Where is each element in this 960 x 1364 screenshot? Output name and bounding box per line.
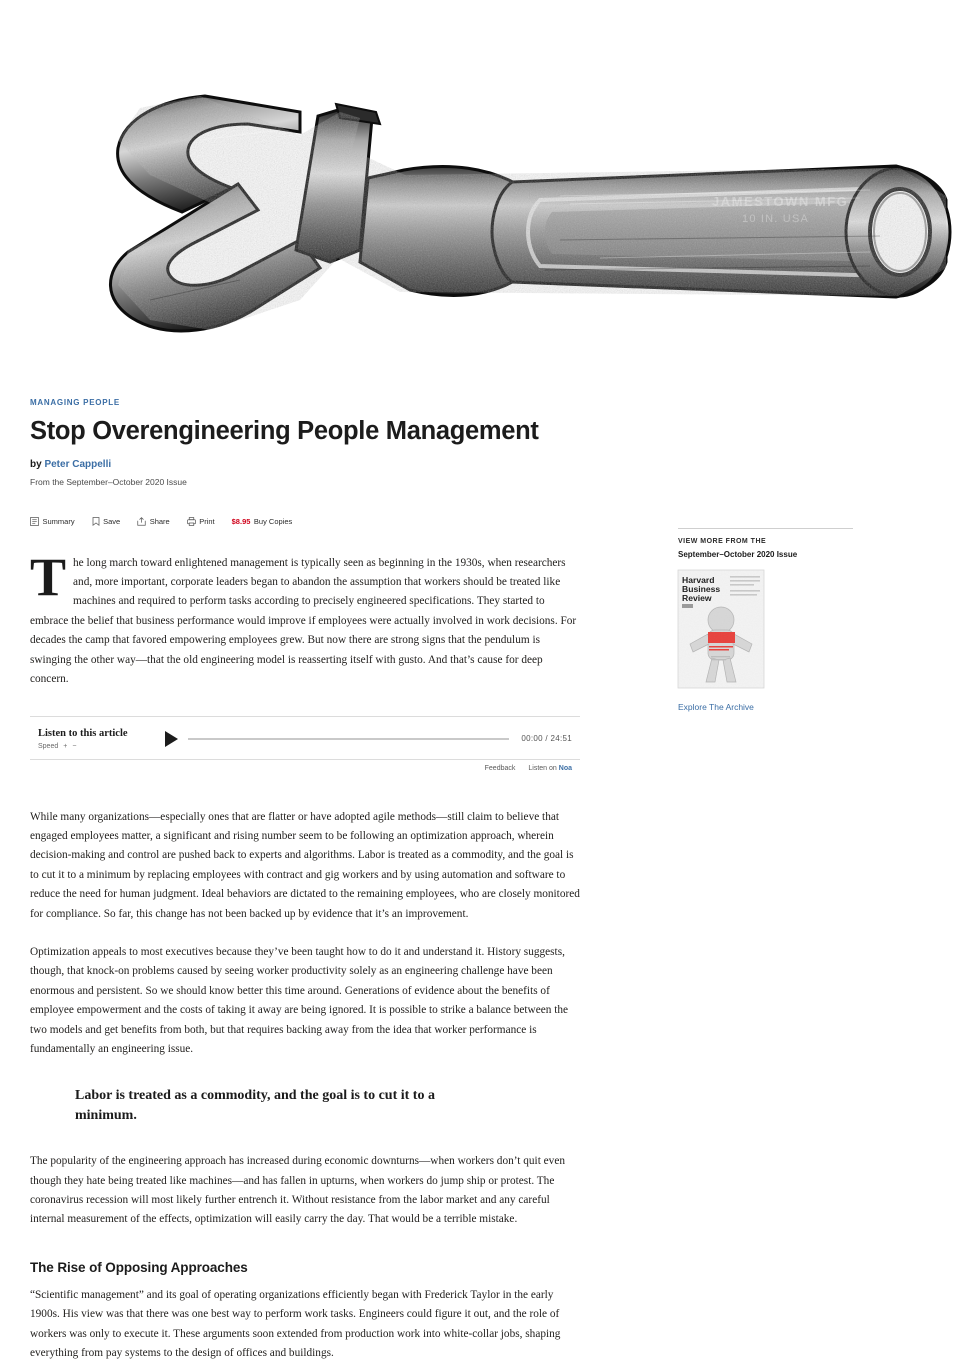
lead-paragraph-block <box>30 546 580 690</box>
share-icon <box>137 517 146 526</box>
print-button[interactable] <box>187 517 215 526</box>
speed-increase-button[interactable]: + <box>63 742 68 750</box>
play-button[interactable] <box>165 731 178 747</box>
paragraph-3: Optimization appeals to most executives because they’ve been taught how to do it and understand it. History suggests, though, that knock-on problems caused by seeing worker productivity solely as an engineering challenge have been enormous and persistent. So we should know better this time around. Generations of evidence about the benefits of employee empowerment and the costs of taking it away are being ignored. It is possible to strike a balance between the two models and get benefits from both, but that requires backing away from the idea that worker performance is fundamentally an engineering issue. <box>30 946 568 1056</box>
audio-player-footer <box>30 765 580 772</box>
byline-prefix: by <box>30 458 42 470</box>
save-button[interactable] <box>92 517 121 526</box>
page-title: Stop Overengineering People Management <box>30 417 539 445</box>
issue-line: From the September–October 2020 Issue <box>30 476 187 487</box>
article-toolbar <box>30 517 580 526</box>
buy-copies-button[interactable] <box>232 517 293 526</box>
pull-quote: Labor is treated as a commodity, and the goal is to cut it to a minimum. <box>75 1087 435 1123</box>
issue-sidebar <box>678 528 853 715</box>
author-link[interactable]: Peter Cappelli <box>44 458 112 470</box>
listen-on-prefix: Listen on <box>528 764 557 772</box>
drop-cap: T <box>30 546 67 607</box>
speed-label: Speed <box>38 742 59 750</box>
save-label: Save <box>103 516 121 526</box>
article-body-section <box>30 1286 580 1364</box>
sidebar-kicker: VIEW MORE FROM THE <box>678 538 767 545</box>
paragraph-5: “Scientific management” and its goal of operating organizations efficiently began with Frederick Taylor in the early 1900s. His view was that there was one best way to perform work tasks. Engineers could figure it out, and the role of workers was only to execute it. These arguments soon extended from production work into white-collar jobs, shaping everything from pay systems to the design of offices and buildings. <box>30 1288 561 1360</box>
summary-button[interactable] <box>30 517 75 526</box>
share-label: Share <box>149 516 170 526</box>
buy-copies-label: Buy Copies <box>253 516 293 526</box>
section-heading: The Rise of Opposing Approaches <box>30 1259 248 1275</box>
svg-text:Harvard: Harvard <box>682 575 715 585</box>
time-separator: / <box>545 734 548 743</box>
article-body <box>30 808 580 1060</box>
audio-time-display <box>521 734 572 743</box>
svg-text:Review: Review <box>682 593 712 603</box>
audio-player-bar <box>30 716 580 760</box>
print-icon <box>187 517 196 526</box>
noa-brand: Noa <box>558 764 572 772</box>
article-body-continued <box>30 1152 580 1230</box>
listen-title: Listen to this article <box>38 727 128 739</box>
bookmark-icon <box>92 517 100 526</box>
share-button[interactable] <box>137 517 170 526</box>
hero-image <box>0 0 960 385</box>
listen-on-noa-link[interactable] <box>528 765 572 772</box>
total-duration: 24:51 <box>550 734 572 743</box>
sidebar-issue-title: September–October 2020 Issue <box>678 550 798 559</box>
paragraph-lead: he long march toward enlightened management is typically seen as beginning in the 1930s, when researchers and, more important, corporate leaders began to abandon the assumption that workers should be treated like machines and required to perform tasks according to precisely engineered specifications. They started to embrace the belief that business performance would improve if employees were actually involved in work decisions. For decades the camp that favored empowering employees grew. But now there are strong signs that the pendulum is swinging the other way—that the old engineering model is reasserting itself with gusto. And that’s cause for deep concern. <box>30 556 577 686</box>
summary-icon <box>30 517 39 526</box>
audio-progress-track[interactable] <box>188 738 509 740</box>
paragraph-4: The popularity of the engineering approach has increased during economic downturns—when workers don’t quit even though they hate being treated like machines—and has fallen in upturns, when workers do jump ship or protest. The coronavirus recession will most likely further entrench it. Without resistance from the labor market and any careful internal measurement of the effects, optimization will easily carry the day. That would be a terrible mistake. <box>30 1155 565 1226</box>
summary-label: Summary <box>42 516 75 526</box>
paragraph-2: While many organizations—especially ones that are flatter or have adopted agile methods—still claim to believe that engaged employees matter, a significant and rising number seem to be following an optimization approach, wherein decision-making and control are pushed back to experts and algorithms. Labor is treated as a commodity, and the goal is to cut it to a minimum by replacing employees with contract and gig workers and by using automation and software to reduce the need for human judgment. Ideal behaviors are dictated to the remaining employees, who are closely monitored for compliance. So far, this change has not been backed up by evidence that it’s an improvement. <box>30 810 580 920</box>
article-column <box>30 398 580 1364</box>
audio-player-left <box>38 728 163 750</box>
category-eyebrow[interactable]: MANAGING PEOPLE <box>30 398 120 407</box>
explore-archive-link[interactable]: Explore The Archive <box>678 702 754 712</box>
magazine-cover[interactable] <box>678 570 764 688</box>
current-time: 00:00 <box>521 734 543 743</box>
byline <box>30 459 580 470</box>
speed-decrease-button[interactable]: − <box>72 742 77 750</box>
svg-text:Business: Business <box>682 584 721 594</box>
speed-controls <box>38 743 163 750</box>
print-label: Print <box>199 516 215 526</box>
sidebar-divider <box>678 528 853 529</box>
feedback-link[interactable]: Feedback <box>484 764 516 772</box>
price-label: $8.95 <box>231 516 251 526</box>
audio-player <box>30 716 580 772</box>
